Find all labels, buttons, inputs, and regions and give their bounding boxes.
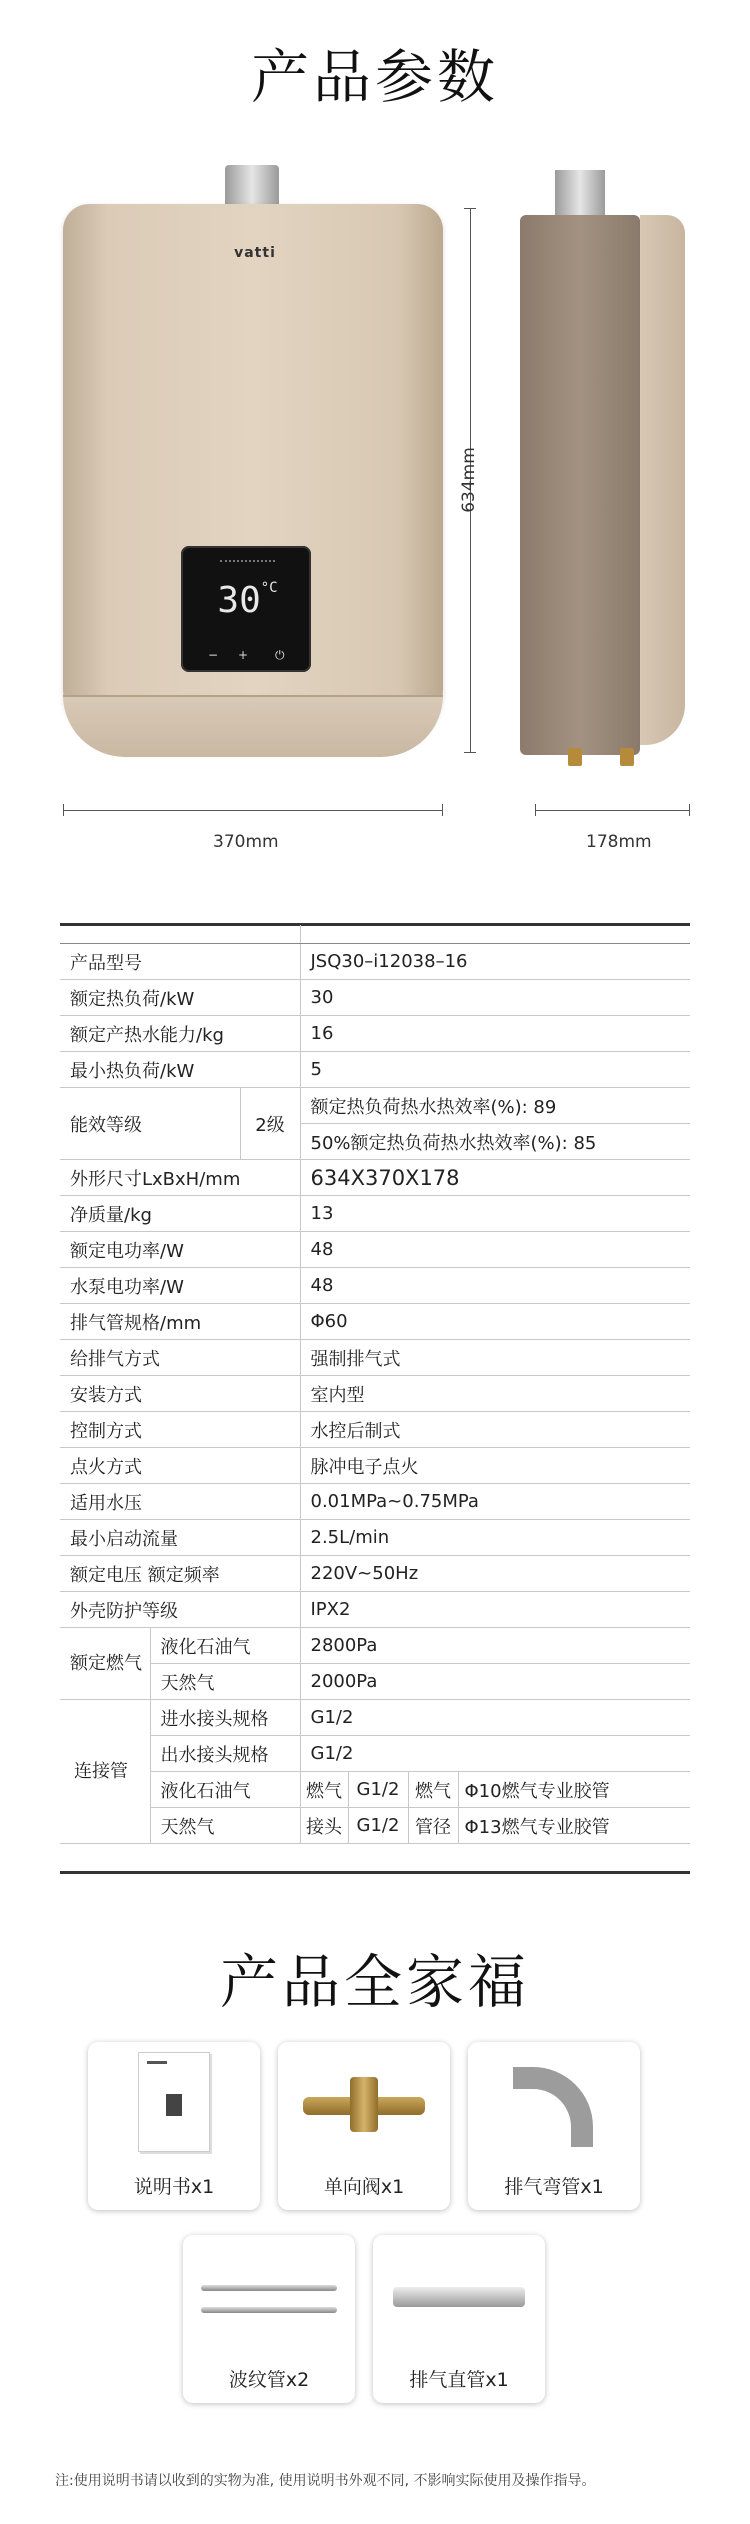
row-value: 30 bbox=[300, 980, 690, 1016]
row-value: 48 bbox=[300, 1232, 690, 1268]
row-label: 产品型号 bbox=[60, 944, 300, 980]
row-value: JSQ30–i12038–16 bbox=[300, 944, 690, 980]
width-label: 370mm bbox=[213, 832, 279, 852]
table-row bbox=[60, 1196, 690, 1232]
row-label: 额定电压 额定频率 bbox=[60, 1556, 300, 1592]
conn-cell: G1/2 bbox=[348, 1772, 408, 1808]
row-label: 液化石油气 bbox=[150, 1772, 300, 1808]
table-row bbox=[60, 1016, 690, 1052]
table-row bbox=[60, 1268, 690, 1304]
row-value: IPX2 bbox=[300, 1592, 690, 1628]
plus-icon: + bbox=[238, 648, 249, 662]
width-dimension-line bbox=[63, 810, 443, 811]
table-row bbox=[60, 1592, 690, 1628]
table-row bbox=[60, 1736, 690, 1772]
exhaust-pipe-side bbox=[555, 170, 605, 220]
table-row bbox=[60, 1340, 690, 1376]
spec-table bbox=[60, 925, 690, 1844]
row-label: 天然气 bbox=[150, 1808, 300, 1844]
dim-tick bbox=[535, 804, 536, 816]
table-row bbox=[60, 1556, 690, 1592]
table-row bbox=[60, 1484, 690, 1520]
row-label: 能效等级 bbox=[60, 1088, 240, 1160]
heater-side-image bbox=[520, 215, 640, 755]
row-label: 额定电功率/W bbox=[60, 1232, 300, 1268]
dim-tick bbox=[689, 804, 690, 816]
hose-icon bbox=[201, 2307, 337, 2313]
row-value: 2800Pa bbox=[300, 1628, 690, 1664]
minus-icon: − bbox=[208, 648, 219, 662]
accessory-label: 排气直管x1 bbox=[409, 2369, 509, 2391]
dim-tick bbox=[63, 804, 64, 816]
accessory-label: 排气弯管x1 bbox=[504, 2176, 604, 2198]
brand-logo: vatti bbox=[234, 245, 276, 261]
fitting bbox=[568, 748, 582, 766]
depth-dimension-line bbox=[535, 810, 690, 811]
table-row bbox=[60, 1412, 690, 1448]
row-label: 控制方式 bbox=[60, 1412, 300, 1448]
table-row bbox=[60, 1664, 690, 1700]
exhaust-pipe-front bbox=[225, 165, 279, 209]
dim-tick bbox=[442, 804, 443, 816]
row-label: 最小启动流量 bbox=[60, 1520, 300, 1556]
table-head-cell bbox=[300, 925, 690, 944]
row-value: 50%额定热负荷热水热效率(%): 85 bbox=[300, 1124, 690, 1160]
accessory-card-elbow bbox=[468, 2042, 640, 2210]
conn-cell: 燃气 bbox=[408, 1772, 458, 1808]
table-row bbox=[60, 1232, 690, 1268]
manual-icon bbox=[138, 2052, 210, 2152]
heater-side-front bbox=[640, 215, 685, 745]
table-row bbox=[60, 980, 690, 1016]
row-value: G1/2 bbox=[300, 1736, 690, 1772]
row-value: 48 bbox=[300, 1268, 690, 1304]
row-label: 额定热负荷/kW bbox=[60, 980, 300, 1016]
row-value: G1/2 bbox=[300, 1700, 690, 1736]
dim-tick bbox=[464, 752, 476, 753]
row-value: Φ60 bbox=[300, 1304, 690, 1340]
table-bottom-rule bbox=[60, 1871, 690, 1874]
row-value: 脉冲电子点火 bbox=[300, 1448, 690, 1484]
table-row bbox=[60, 1160, 690, 1196]
accessory-card-valve bbox=[278, 2042, 450, 2210]
accessory-label: 单向阀x1 bbox=[323, 2176, 405, 2198]
row-label: 给排气方式 bbox=[60, 1340, 300, 1376]
accessory-label: 说明书x1 bbox=[133, 2176, 215, 2198]
conn-cell: 燃气 bbox=[300, 1772, 348, 1808]
row-value: 13 bbox=[300, 1196, 690, 1232]
panel-indicator-dots bbox=[220, 560, 275, 568]
temperature-display: $30^{^\circ C}$ bbox=[217, 580, 278, 621]
row-value: 5 bbox=[300, 1052, 690, 1088]
row-label: 点火方式 bbox=[60, 1448, 300, 1484]
accessory-card-manual bbox=[88, 2042, 260, 2210]
table-row bbox=[60, 1376, 690, 1412]
accessory-card-straight-pipe bbox=[373, 2235, 545, 2403]
row-value: 2000Pa bbox=[300, 1664, 690, 1700]
table-head-cell bbox=[60, 925, 300, 944]
conn-cell: 管径 bbox=[408, 1808, 458, 1844]
gas-group-label: 额定燃气 bbox=[60, 1628, 150, 1700]
elbow-pipe-icon bbox=[513, 2067, 593, 2147]
row-value: 2.5L/min bbox=[300, 1520, 690, 1556]
table-row bbox=[60, 1808, 690, 1844]
table-row bbox=[60, 1700, 690, 1736]
row-label: 进水接头规格 bbox=[150, 1700, 300, 1736]
row-value: 室内型 bbox=[300, 1376, 690, 1412]
table-row bbox=[60, 1628, 690, 1664]
conn-cell: Φ10燃气专业胶管 bbox=[458, 1772, 690, 1808]
row-label: 外形尺寸LxBxH/mm bbox=[60, 1160, 300, 1196]
row-value: 220V~50Hz bbox=[300, 1556, 690, 1592]
valve-body bbox=[350, 2077, 378, 2132]
row-label: 排气管规格/mm bbox=[60, 1304, 300, 1340]
conn-cell: Φ13燃气专业胶管 bbox=[458, 1808, 690, 1844]
row-label: 最小热负荷/kW bbox=[60, 1052, 300, 1088]
table-row bbox=[60, 1304, 690, 1340]
table-row bbox=[60, 1520, 690, 1556]
row-label: 液化石油气 bbox=[150, 1628, 300, 1664]
row-label: 天然气 bbox=[150, 1664, 300, 1700]
power-icon: ⏻ bbox=[275, 648, 285, 662]
dim-tick bbox=[464, 208, 476, 209]
accessory-card-hose bbox=[183, 2235, 355, 2403]
table-row bbox=[60, 944, 690, 980]
height-label: 634mm bbox=[458, 447, 479, 513]
row-value: 634X370X178 bbox=[300, 1160, 690, 1196]
row-value: 0.01MPa~0.75MPa bbox=[300, 1484, 690, 1520]
row-label: 水泵电功率/W bbox=[60, 1268, 300, 1304]
row-value: 额定热负荷热水热效率(%): 89 bbox=[300, 1088, 690, 1124]
hose-icon bbox=[201, 2285, 337, 2291]
row-value: 强制排气式 bbox=[300, 1340, 690, 1376]
table-row bbox=[60, 1772, 690, 1808]
table-row bbox=[60, 1088, 690, 1124]
table-row bbox=[60, 1448, 690, 1484]
page-title: 产品参数 bbox=[250, 43, 499, 111]
accessory-label: 波纹管x2 bbox=[228, 2369, 310, 2391]
row-value: 16 bbox=[300, 1016, 690, 1052]
conn-cell: 接头 bbox=[300, 1808, 348, 1844]
table-row bbox=[60, 1052, 690, 1088]
row-label: 净质量/kg bbox=[60, 1196, 300, 1232]
straight-pipe-icon bbox=[393, 2287, 525, 2307]
family-title: 产品全家福 bbox=[219, 1948, 530, 2016]
row-label: 外壳防护等级 bbox=[60, 1592, 300, 1628]
fitting bbox=[620, 748, 634, 766]
row-label: 额定产热水能力/kg bbox=[60, 1016, 300, 1052]
row-label: 安装方式 bbox=[60, 1376, 300, 1412]
row-label: 适用水压 bbox=[60, 1484, 300, 1520]
row-value: 水控后制式 bbox=[300, 1412, 690, 1448]
depth-label: 178mm bbox=[586, 832, 652, 852]
footnote: 注:使用说明书请以收到的实物为准, 使用说明书外观不同, 不影响实际使用及操作指导。 bbox=[55, 2473, 596, 2489]
conn-group-label: 连接管 bbox=[60, 1700, 150, 1844]
row-label: 出水接头规格 bbox=[150, 1736, 300, 1772]
heater-front-base bbox=[63, 695, 443, 757]
efficiency-grade: 2级 bbox=[240, 1088, 300, 1160]
conn-cell: G1/2 bbox=[348, 1808, 408, 1844]
